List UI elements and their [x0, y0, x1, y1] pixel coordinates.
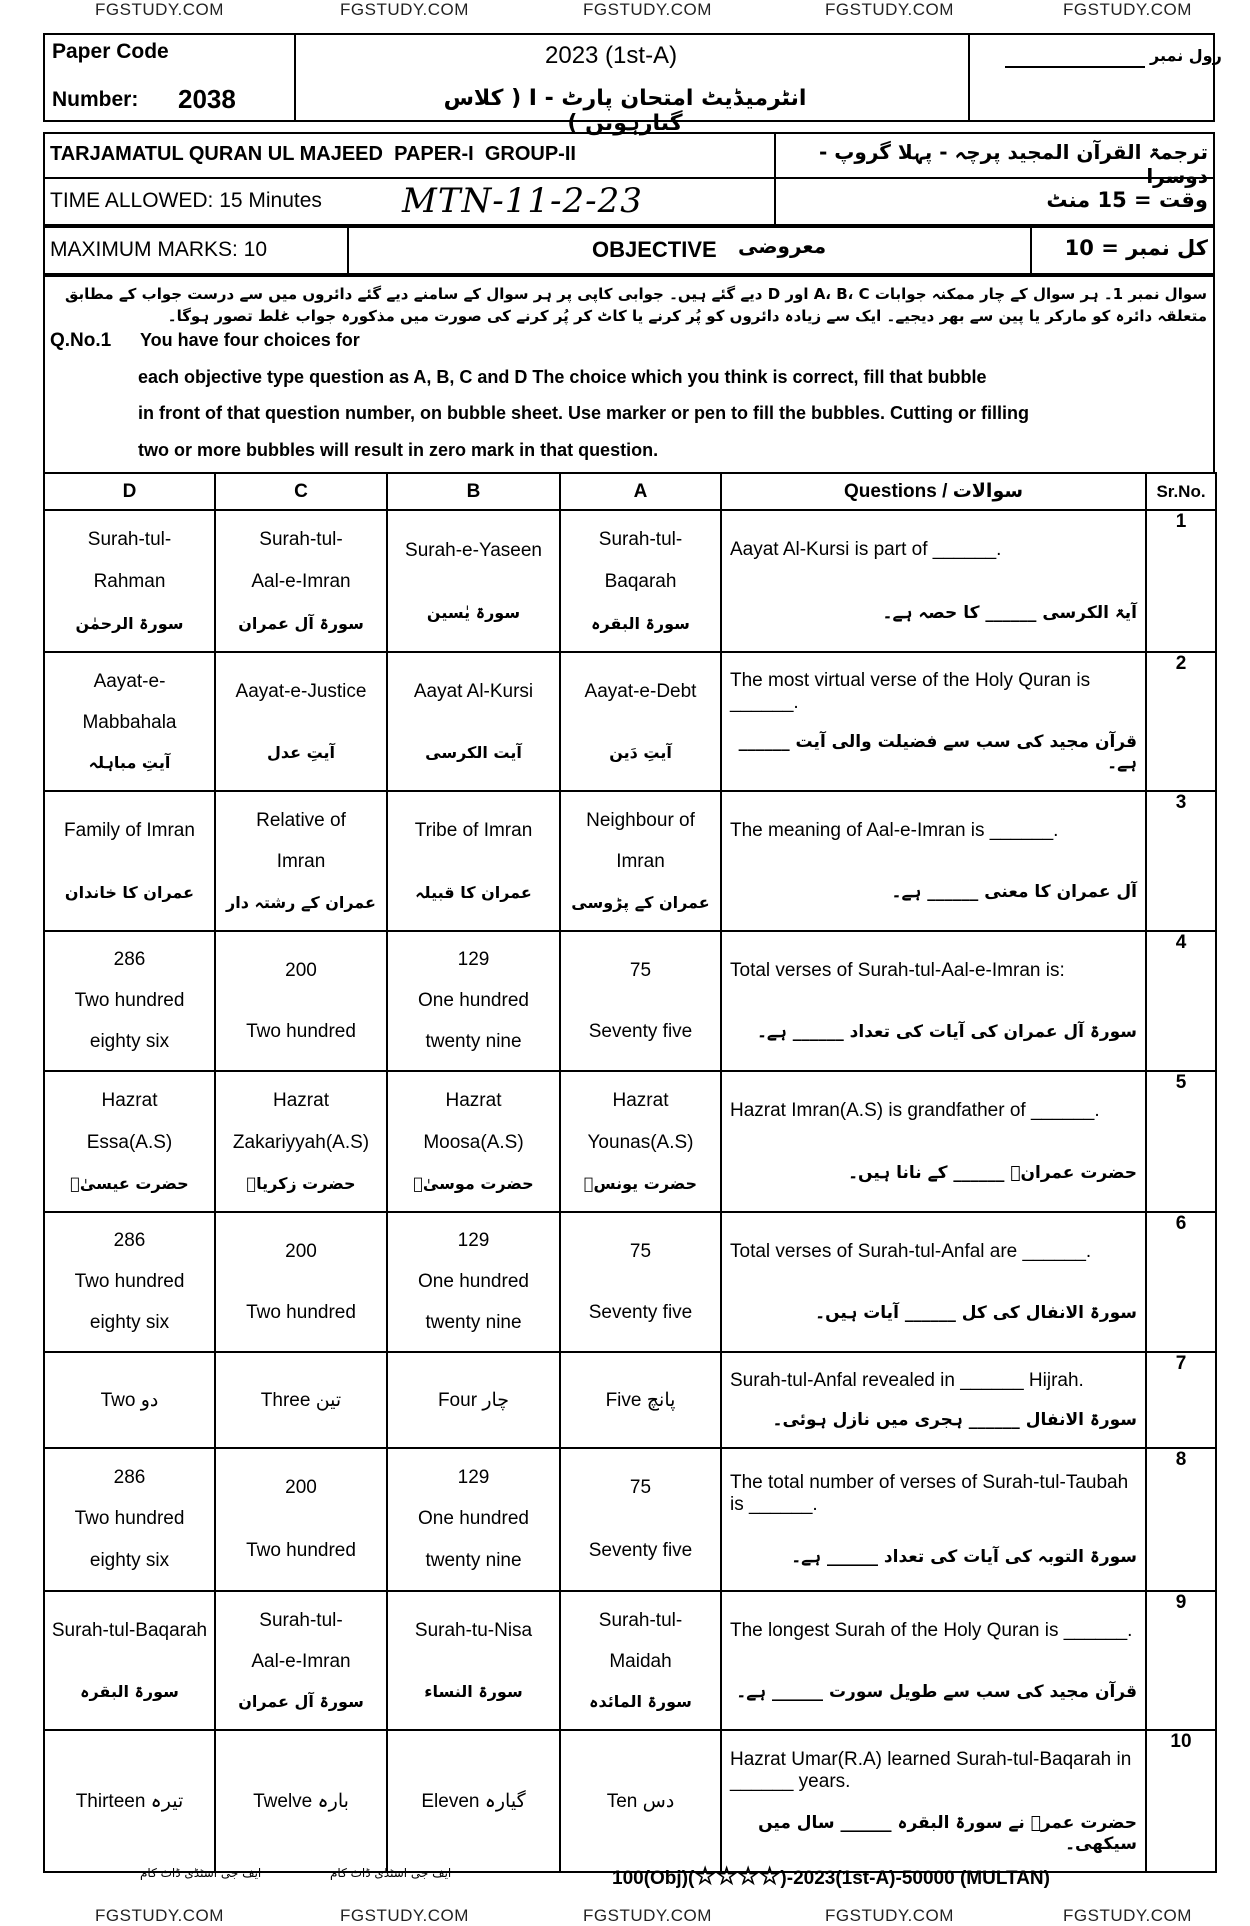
year-session: 2023 (1st-A)	[545, 42, 678, 69]
serial-number: 7	[1146, 1352, 1216, 1448]
option-text: Two hundred	[246, 1301, 356, 1323]
option-b	[387, 931, 560, 1071]
watermark-text: FGSTUDY.COM	[340, 1906, 469, 1925]
option-text: Three تین	[260, 1389, 342, 1411]
option-c	[215, 1591, 387, 1730]
question-cell	[721, 1591, 1146, 1730]
option-text: حضرت عیسیٰؑ	[70, 1174, 189, 1193]
question-text-urdu: آل عمران کا معنی ______ ہے۔	[891, 882, 1137, 903]
watermark-text: FGSTUDY.COM	[583, 0, 712, 19]
serial-number: 5	[1146, 1071, 1216, 1212]
table-row	[44, 1352, 1216, 1448]
table-row	[44, 931, 1216, 1071]
serial-number: 3	[1146, 791, 1216, 931]
option-text: سورۃ الرحمٰن	[75, 613, 184, 633]
option-text: سورۃ البقرہ	[591, 613, 690, 633]
question-text-urdu: آیۃ الکرسی ______ کا حصہ ہے۔	[882, 602, 1137, 623]
option-text: Zakariyyah(A.S)	[232, 1132, 370, 1153]
option-d	[44, 1352, 215, 1448]
option-text: Moosa(A.S)	[423, 1132, 524, 1153]
footer-urdu-watermark-1: ایف جی اسٹڈی ڈاٹ کام	[140, 1866, 262, 1880]
roll-no-line	[1005, 66, 1145, 68]
option-text: سورۃ البقرہ	[80, 1682, 179, 1701]
serial-number: 1	[1146, 510, 1216, 652]
option-text: 286	[113, 949, 146, 971]
option-text: آیتِ عدل	[266, 743, 336, 762]
option-text: Hazrat	[101, 1090, 158, 1111]
option-text: Aayat-e-Debt	[584, 681, 697, 702]
option-text: Hazrat	[445, 1090, 502, 1111]
option-text: twenty nine	[425, 1030, 522, 1052]
serial-number: 8	[1146, 1448, 1216, 1591]
table-row	[44, 1591, 1216, 1730]
option-text: عمران کے رشتہ دار	[226, 893, 376, 913]
option-text: Mabbahala	[82, 711, 177, 733]
option-d	[44, 652, 215, 791]
divider	[1030, 226, 1032, 275]
option-a	[560, 652, 721, 791]
watermark-text: FGSTUDY.COM	[825, 1906, 954, 1925]
option-text: Five پانچ	[605, 1389, 676, 1411]
option-c	[215, 510, 387, 652]
option-text: Hazrat	[273, 1090, 329, 1111]
header-b: B	[387, 473, 560, 510]
option-b	[387, 1591, 560, 1730]
footer-code-end: )-2023(1st-A)-50000 (MULTAN)	[780, 1868, 1050, 1889]
option-text: Surah-tul-Baqarah	[51, 1620, 208, 1641]
divider	[347, 226, 349, 275]
option-text: twenty nine	[425, 1311, 522, 1333]
option-d	[44, 1730, 215, 1872]
option-text: Eleven گیارہ	[421, 1790, 526, 1812]
header-questions	[721, 473, 1146, 510]
table-row	[44, 510, 1216, 652]
subject-title-urdu: ترجمۃ القرآن المجید پرچہ - پہلا گروپ - دوسرا	[819, 140, 1208, 188]
option-text: Surah-e-Yaseen	[405, 539, 542, 561]
watermark-text: FGSTUDY.COM	[583, 1906, 712, 1925]
question-text: The most virtual verse of the Holy Quran is ______.	[730, 669, 1091, 713]
header-questions-urdu: سوالات	[952, 480, 1024, 502]
question-text-urdu: سورۃ الانفال کی کل ______ آیات ہیں۔	[815, 1303, 1137, 1324]
option-text: آیت الکرسی	[425, 743, 522, 762]
serial-number: 10	[1146, 1730, 1216, 1872]
handwritten-code: MTN-11-2-23	[402, 181, 643, 221]
instruction-line-3: in front of that question number, on bubble sheet. Use marker or pen to fill the bubbles. Cutting or filling	[138, 403, 1030, 423]
max-marks: MAXIMUM MARKS: 10	[50, 238, 268, 261]
option-text: twenty nine	[425, 1550, 522, 1572]
watermark-text: FGSTUDY.COM	[1063, 1906, 1192, 1925]
footer-stars: ☆☆☆☆	[694, 1863, 781, 1890]
question-cell	[721, 1448, 1146, 1591]
exam-title-urdu: انٹرمیڈیٹ امتحان پارٹ - I ( کلاس گیارہویں )	[443, 86, 807, 136]
question-text-urdu: قرآن مجید کی سب سے طویل سورت ______ ہے۔	[736, 1681, 1137, 1702]
subject-title: TARJAMATUL QURAN UL MAJEED PAPER-I GROUP-II	[50, 143, 576, 165]
instruction-line-4: two or more bubbles will result in zero mark in that question.	[138, 440, 659, 460]
option-text: Baqarah	[604, 571, 677, 593]
option-text: 129	[457, 949, 490, 971]
header-a: A	[560, 473, 721, 510]
option-text: سورۃ النساء	[424, 1682, 523, 1701]
option-a	[560, 931, 721, 1071]
question-text-urdu: حضرت عمرؓ نے سورۃ البقرہ ______ سال میں سیکھی۔	[758, 1812, 1137, 1854]
option-text: eighty six	[89, 1311, 170, 1333]
option-text: 200	[285, 1240, 317, 1262]
option-text: Neighbour of	[586, 809, 695, 831]
question-text-urdu: سورۃ الانفال ______ ہجری میں نازل ہوئی۔	[772, 1410, 1137, 1431]
question-number: Q.No.1	[50, 330, 112, 351]
question-cell	[721, 791, 1146, 931]
table-row	[44, 1212, 1216, 1352]
option-b	[387, 1071, 560, 1212]
watermark-text: FGSTUDY.COM	[340, 0, 469, 19]
option-text: سورۃ المائدہ	[589, 1692, 692, 1712]
question-text: Surah-tul-Anfal revealed in ______ Hijrah.	[730, 1369, 1084, 1391]
option-c	[215, 1730, 387, 1872]
option-text: Surah-tul-	[87, 529, 172, 551]
option-c	[215, 1448, 387, 1591]
option-text: One hundred	[418, 1508, 529, 1530]
question-text: The meaning of Aal-e-Imran is ______.	[730, 819, 1059, 841]
option-text: Surah-tul-	[598, 529, 683, 551]
option-text: Essa(A.S)	[86, 1132, 173, 1153]
question-text-urdu: سورۃ التوبہ کی آیات کی تعداد ______ ہے۔	[791, 1547, 1137, 1567]
option-text: Relative of	[256, 809, 346, 831]
option-c	[215, 652, 387, 791]
header-srno: Sr.No.	[1146, 473, 1216, 510]
question-cell	[721, 1071, 1146, 1212]
footer-urdu-watermark-2: ایف جی اسٹڈی ڈاٹ کام	[330, 1866, 452, 1880]
header-questions-en: Questions /	[843, 481, 948, 502]
watermark-text: FGSTUDY.COM	[825, 0, 954, 19]
option-a	[560, 1352, 721, 1448]
table-row	[44, 1448, 1216, 1591]
option-text: Two hundred	[246, 1539, 356, 1561]
option-text: Tribe of Imran	[414, 820, 533, 842]
option-text: Two hundred	[74, 1270, 185, 1292]
option-text: Two hundred	[74, 1508, 185, 1530]
option-c	[215, 1071, 387, 1212]
option-text: Seventy five	[588, 1020, 693, 1042]
option-text: Ten دس	[606, 1790, 675, 1812]
question-text-urdu: سورۃ آل عمران کی آیات کی تعداد ______ ہے۔	[756, 1022, 1137, 1043]
time-allowed: TIME ALLOWED: 15 Minutes	[50, 189, 322, 212]
option-text: 200	[285, 959, 317, 981]
option-text: Twelve بارہ	[253, 1790, 349, 1812]
option-text: Younas(A.S)	[587, 1132, 694, 1153]
option-text: 129	[457, 1230, 490, 1252]
option-text: 129	[457, 1466, 490, 1488]
option-a	[560, 791, 721, 931]
option-b	[387, 1730, 560, 1872]
option-text: Maidah	[609, 1650, 672, 1672]
option-text: آیتِ مباہلہ	[88, 753, 171, 773]
objective-urdu: معروضی	[738, 234, 827, 258]
option-b	[387, 652, 560, 791]
option-text: Aayat-e-Justice	[235, 681, 367, 702]
option-a	[560, 1071, 721, 1212]
serial-number: 6	[1146, 1212, 1216, 1352]
divider	[968, 33, 970, 122]
option-text: حضرت یونسؑ	[583, 1174, 698, 1193]
option-text: Surah-tu-Nisa	[414, 1620, 533, 1641]
question-text: The total number of verses of Surah-tul-Taubah is ______.	[730, 1472, 1129, 1515]
option-text: 75	[629, 1477, 652, 1499]
watermark-text: FGSTUDY.COM	[1063, 0, 1192, 19]
header-d: D	[44, 473, 215, 510]
option-text: Two hundred	[74, 989, 185, 1011]
instructions-urdu: سوال نمبر 1۔ ہر سوال کے چار ممکنہ جوابات A، B، C اور D دیے گئے ہیں۔ جوابی کاپی پر ہر سوال کے سامنے دیے گئے دائروں میں سے درست جواب کے مطابق متعلقہ دائرہ کو مارکر یا پین سے بھر دیجیے۔ ایک سے زیادہ دائروں کو پُر کرنے یا کاٹ کر پُر کرنے کی صورت میں مذکورہ جواب غلط تصور ہوگا۔	[64, 285, 1207, 325]
paper-footer-code	[612, 1862, 1050, 1891]
question-cell	[721, 931, 1146, 1071]
marks-urdu: کل نمبر = 10	[1064, 236, 1208, 260]
option-b	[387, 1352, 560, 1448]
option-text: Imran	[276, 851, 326, 873]
option-text: Thirteen تیرہ	[75, 1790, 184, 1812]
option-a	[560, 1730, 721, 1872]
question-text: Total verses of Surah-tul-Anfal are ______.	[730, 1240, 1092, 1262]
option-text: Surah-tul-	[259, 1609, 343, 1631]
question-text: Hazrat Umar(R.A) learned Surah-tul-Baqarah in ______ years.	[730, 1748, 1132, 1792]
option-text: Two hundred	[246, 1020, 356, 1042]
option-text: Seventy five	[588, 1539, 693, 1561]
option-a	[560, 1448, 721, 1591]
time-urdu: وقت = 15 منٹ	[1046, 188, 1208, 212]
option-d	[44, 1071, 215, 1212]
option-c	[215, 1212, 387, 1352]
option-text: آیتِ دَین	[609, 743, 672, 762]
option-text: Aayat-e-	[93, 670, 166, 692]
option-text: Seventy five	[588, 1301, 693, 1323]
footer-code-start: 100(Obj)(	[612, 1868, 695, 1889]
questions-table	[43, 472, 1217, 1873]
watermark-text: FGSTUDY.COM	[95, 1906, 224, 1925]
option-text: 286	[113, 1466, 146, 1488]
option-c	[215, 791, 387, 931]
header-c: C	[215, 473, 387, 510]
option-text: Family of Imran	[64, 820, 195, 842]
question-cell	[721, 1352, 1146, 1448]
option-text: Surah-tul-	[598, 1609, 683, 1631]
option-text: eighty six	[89, 1030, 170, 1052]
question-text: The longest Surah of the Holy Quran is ______.	[730, 1619, 1133, 1641]
serial-number: 9	[1146, 1591, 1216, 1730]
option-b	[387, 1448, 560, 1591]
table-row	[44, 1730, 1216, 1872]
option-b	[387, 1212, 560, 1352]
option-text: Rahman	[93, 571, 166, 593]
option-a	[560, 1212, 721, 1352]
divider	[294, 33, 296, 122]
serial-number: 2	[1146, 652, 1216, 791]
option-text: Imran	[616, 851, 665, 873]
option-text: Aal-e-Imran	[251, 571, 351, 593]
option-b	[387, 791, 560, 931]
option-d	[44, 791, 215, 931]
option-d	[44, 510, 215, 652]
watermark-text: FGSTUDY.COM	[95, 0, 224, 19]
question-text: Aayat Al-Kursi is part of ______.	[730, 539, 1002, 561]
option-text: Hazrat	[612, 1090, 669, 1111]
table-row	[44, 791, 1216, 931]
instruction-line-1: You have four choices for	[140, 330, 360, 350]
option-d	[44, 931, 215, 1071]
serial-number: 4	[1146, 931, 1216, 1071]
option-d	[44, 1212, 215, 1352]
question-text: Total verses of Surah-tul-Aal-e-Imran is:	[730, 959, 1065, 981]
option-text: eighty six	[89, 1550, 170, 1572]
option-text: حضرت زکریاؑ	[246, 1174, 356, 1193]
roll-no-label: رول نمبر	[1150, 46, 1222, 65]
option-text: Aayat Al-Kursi	[413, 681, 534, 702]
option-text: عمران کا خاندان	[64, 882, 195, 902]
objective-label: OBJECTIVE	[592, 237, 717, 262]
question-text-urdu: قرآن مجید کی سب سے فضیلت والی آیت ______ ہے۔	[738, 732, 1137, 774]
option-text: سورۃ آل عمران	[238, 613, 364, 633]
question-cell	[721, 652, 1146, 791]
table-row	[44, 652, 1216, 791]
paper-number: 2038	[178, 84, 236, 114]
number-label: Number:	[52, 88, 139, 111]
option-text: Surah-tul-	[259, 529, 343, 551]
instruction-line-2: each objective type question as A, B, C and D The choice which you think is correct, fill that bubble	[138, 367, 987, 387]
option-text: One hundred	[418, 989, 529, 1011]
option-text: سورۃ یٰسین	[426, 603, 521, 623]
table-row	[44, 1071, 1216, 1212]
question-cell	[721, 1212, 1146, 1352]
table-header-row	[44, 473, 1216, 510]
option-c	[215, 931, 387, 1071]
option-text: سورۃ آل عمران	[238, 1692, 364, 1712]
option-text: حضرت موسیٰؑ	[413, 1174, 534, 1193]
question-cell	[721, 510, 1146, 652]
option-text: 200	[285, 1477, 317, 1499]
option-text: Four چار	[437, 1389, 510, 1411]
option-text: Two دو	[100, 1389, 159, 1411]
option-b	[387, 510, 560, 652]
paper-code-label: Paper Code	[52, 40, 169, 63]
option-text: 75	[629, 959, 652, 981]
option-text: One hundred	[418, 1270, 529, 1292]
option-text: عمران کا قبیلہ	[415, 882, 532, 902]
option-text: 75	[629, 1240, 652, 1262]
option-text: 286	[113, 1230, 146, 1252]
option-text: عمران کے پڑوسی	[571, 893, 710, 913]
option-text: Aal-e-Imran	[251, 1650, 351, 1672]
question-text-urdu: حضرت عمرانؑ ______ کے نانا ہیں۔	[848, 1163, 1137, 1183]
option-a	[560, 510, 721, 652]
question-cell	[721, 1730, 1146, 1872]
question-text: Hazrat Imran(A.S) is grandfather of ______.	[730, 1100, 1100, 1121]
option-c	[215, 1352, 387, 1448]
option-a	[560, 1591, 721, 1730]
option-d	[44, 1591, 215, 1730]
option-d	[44, 1448, 215, 1591]
